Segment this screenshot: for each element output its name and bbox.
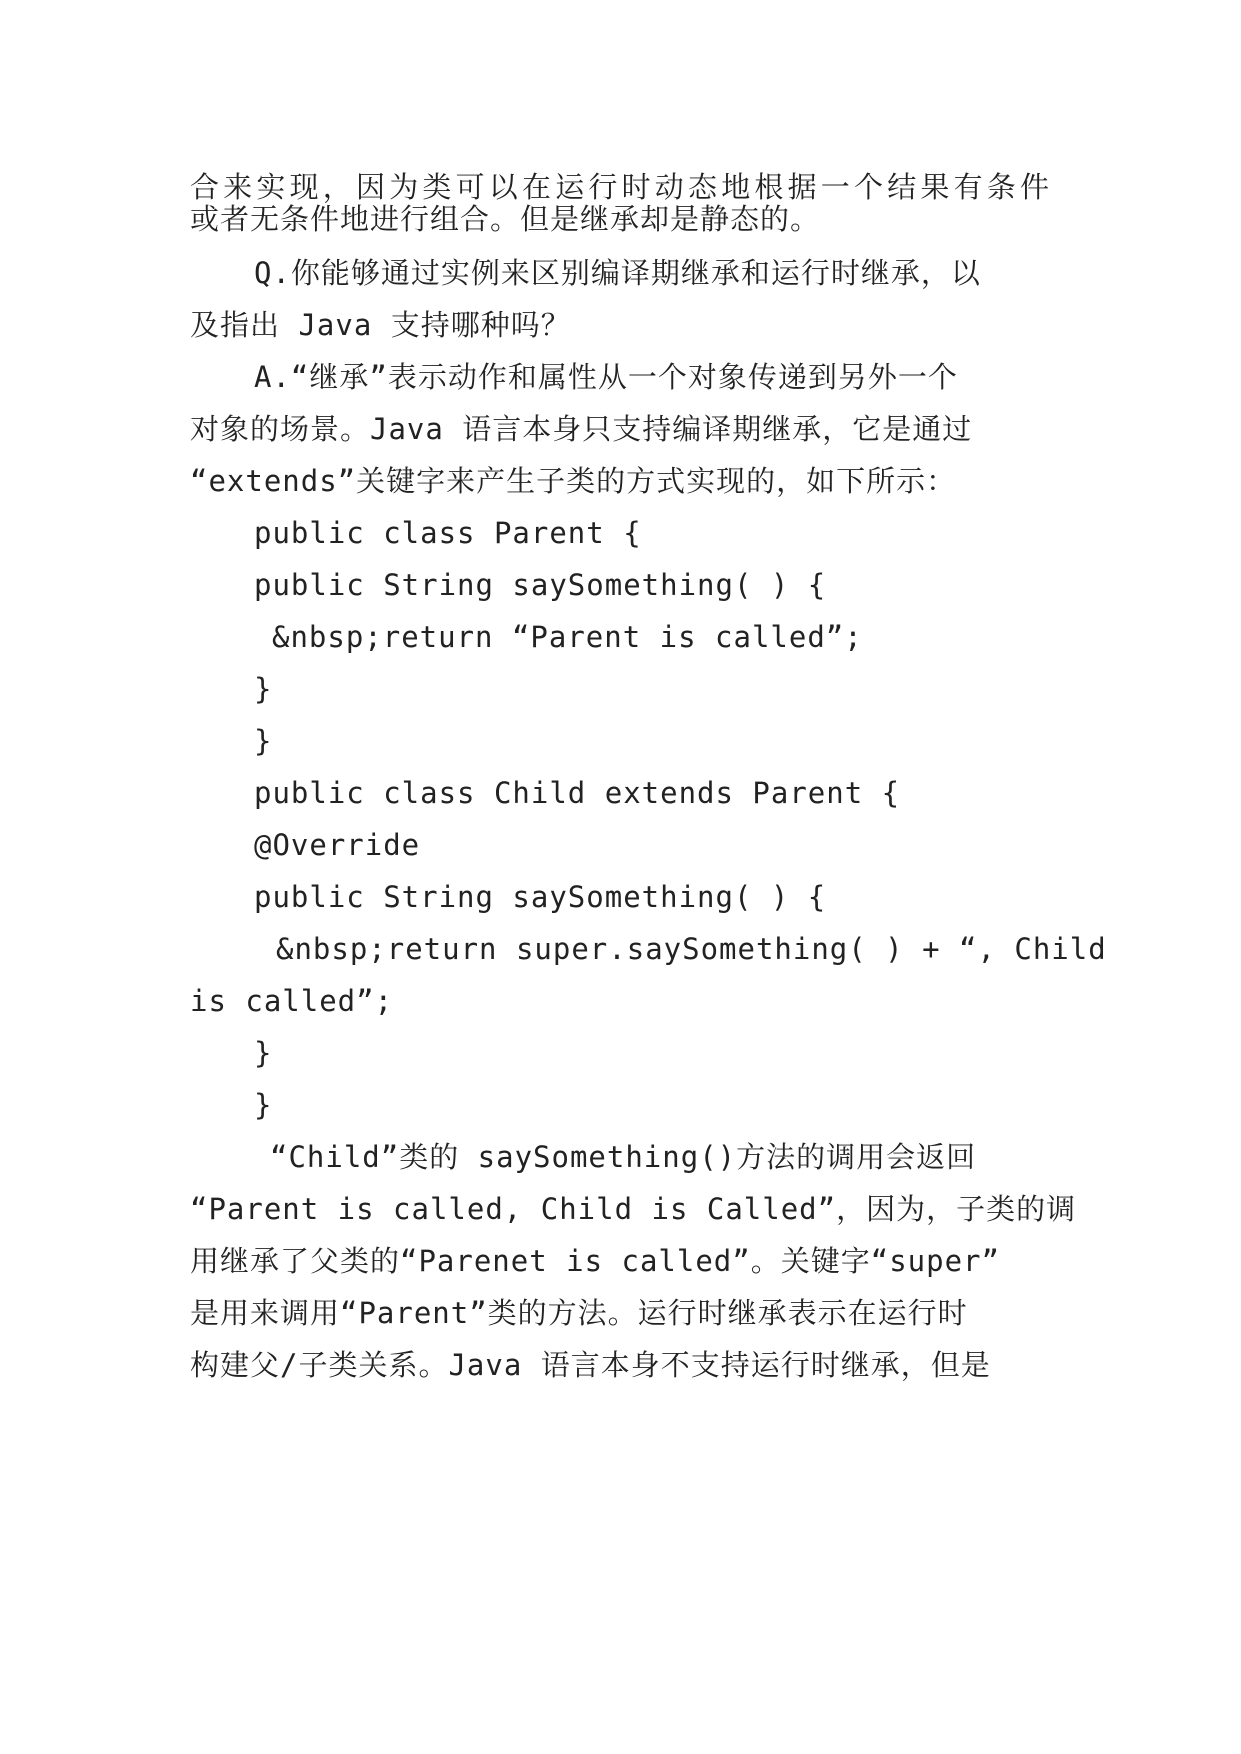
code-line: &nbsp;return “Parent is called”;: [272, 620, 863, 654]
code-line: public String saySomething( ) {: [254, 880, 827, 914]
code-line: public String saySomething( ) {: [254, 568, 827, 602]
text-line: 对象的场景。Java 语言本身只支持编译期继承，它是通过: [190, 412, 973, 446]
text-line: A.“继承”表示动作和属性从一个对象传递到另外一个: [254, 360, 958, 394]
text-line: 是用来调用“Parent”类的方法。运行时继承表示在运行时: [190, 1296, 968, 1330]
text-line: “extends”关键字来产生子类的方式实现的，如下所示：: [190, 464, 957, 498]
code-line: is called”;: [190, 984, 394, 1018]
code-line: }: [254, 672, 273, 706]
text-line: Q.你能够通过实例来区别编译期继承和运行时继承，以: [254, 256, 981, 290]
text-line: 及指出 Java 支持哪种吗？: [190, 308, 571, 342]
code-line: &nbsp;return super.saySomething( ) + “, Child: [276, 932, 1107, 966]
text-line: “Child”类的 saySomething()方法的调用会返回: [270, 1140, 977, 1174]
code-line: public class Parent {: [254, 516, 642, 550]
text-line: 用继承了父类的“Parenet is called”。关键字“super”: [190, 1244, 1000, 1278]
text-line: “Parent is called, Child is Called”，因为，子类的调: [190, 1192, 1077, 1226]
code-line: }: [254, 1036, 273, 1070]
code-line: public class Child extends Parent {: [254, 776, 901, 810]
code-line: }: [254, 724, 273, 758]
text-line: 或者无条件地进行组合。但是继承却是静态的。: [190, 202, 821, 236]
text-line: 构建父/子类关系。Java 语言本身不支持运行时继承，但是: [190, 1348, 991, 1382]
code-line: }: [254, 1088, 273, 1122]
code-line: @Override: [254, 828, 421, 862]
text-line: 合来实现，因为类可以在运行时动态地根据一个结果有条件: [190, 170, 1050, 204]
